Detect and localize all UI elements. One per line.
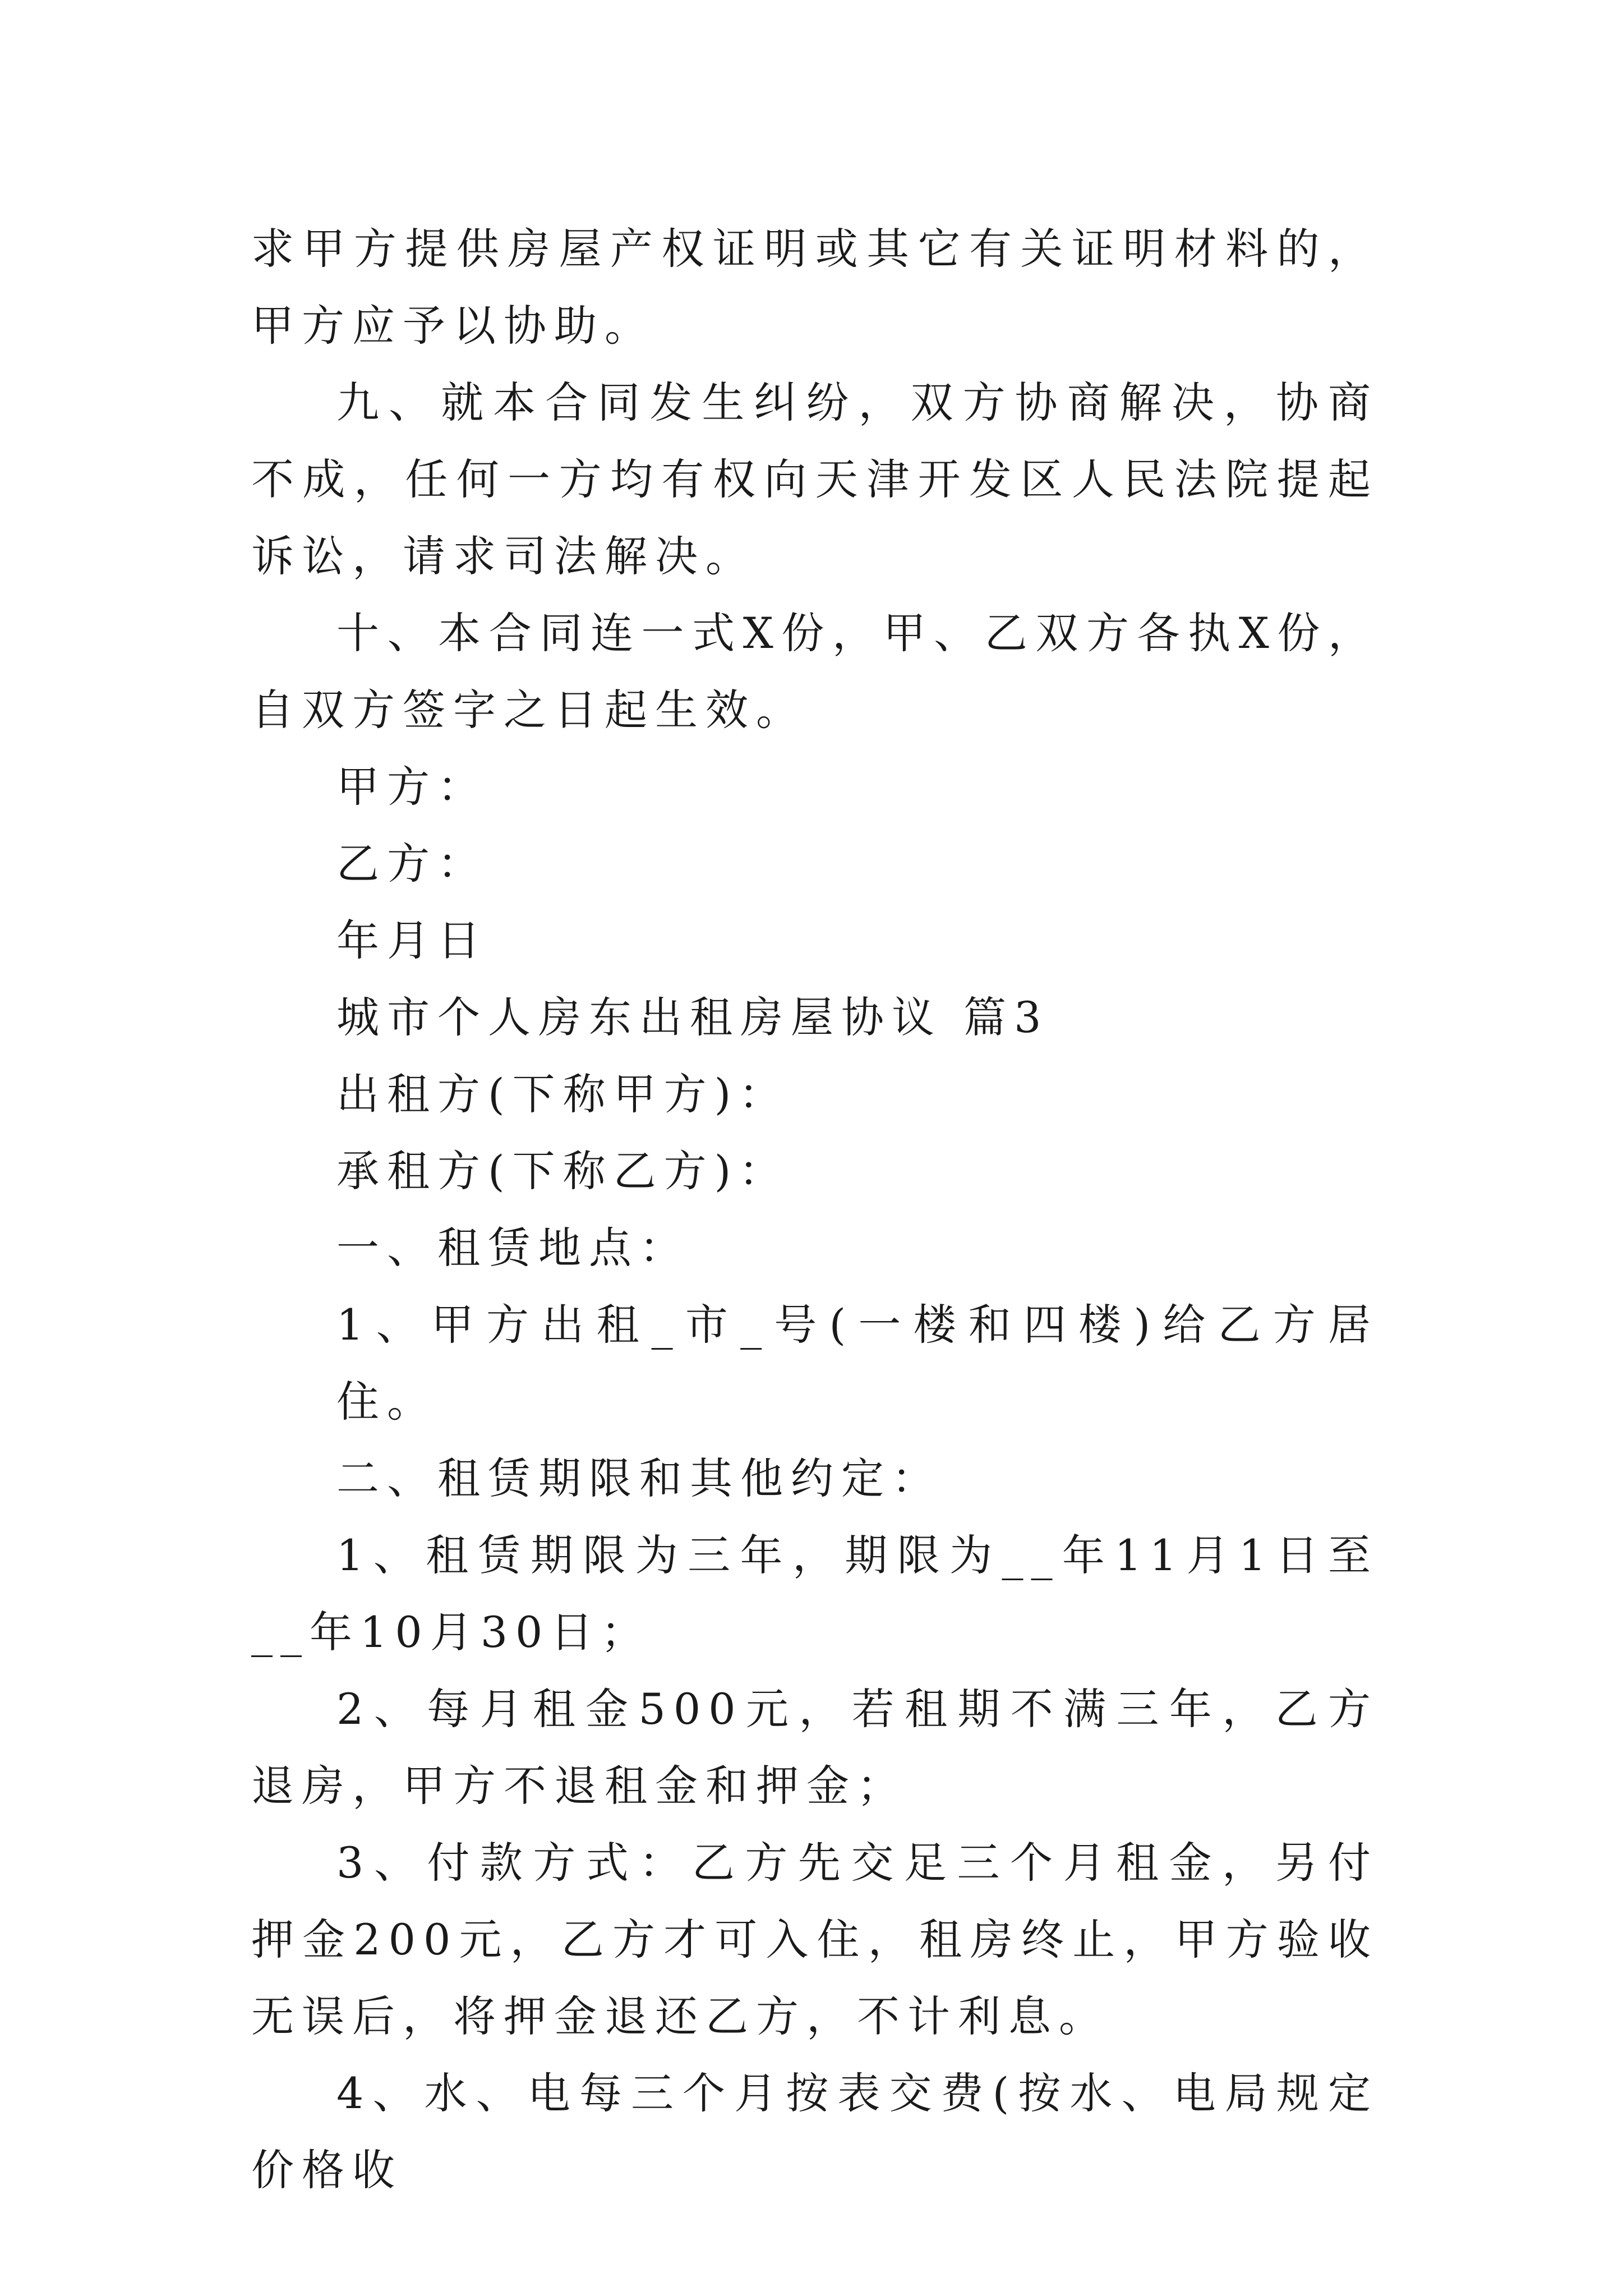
paragraph-clause-9: 九、就本合同发生纠纷，双方协商解决，协商不成，任何一方均有权向天津开发区人民法院提起诉讼，请求司法解决。 — [251, 378, 1378, 581]
lessee-line: 承租方(下称乙方)： — [336, 1146, 790, 1196]
item-location-1: 1、甲方出租_市_号(一楼和四楼)给乙方居住。 — [336, 1300, 1378, 1427]
paragraph-clause-10: 十、本合同连一式X份，甲、乙双方各执X份，自双方签字之日起生效。 — [251, 608, 1378, 735]
document-body — [251, 210, 1378, 2208]
paragraph-cont-1: 求甲方提供房屋产权证明或其它有关证明材料的，甲方应予以协助。 — [251, 224, 1378, 351]
date-line: 年月日 — [336, 915, 488, 965]
item-term-3: 3、付款方式：乙方先交足三个月租金，另付押金200元，乙方才可入住，租房终止，甲方验收无误后，将押金退还乙方，不计利息。 — [251, 1838, 1378, 2041]
section-title: 城市个人房东出租房屋协议 篇3 — [336, 992, 1049, 1042]
party-a-signature-line: 甲方： — [336, 762, 488, 812]
item-term-2: 2、每月租金500元，若租期不满三年，乙方退房，甲方不退租金和押金； — [251, 1684, 1378, 1811]
lessor-line: 出租方(下称甲方)： — [336, 1069, 790, 1119]
heading-term: 二、租赁期限和其他约定： — [336, 1453, 942, 1503]
heading-location: 一、租赁地点： — [336, 1223, 690, 1273]
item-term-4: 4、水、电每三个月按表交费(按水、电局规定价格收 — [251, 2068, 1378, 2195]
item-term-1: 1、租赁期限为三年，期限为__年11月1日至__年10月30日； — [251, 1530, 1378, 1657]
party-b-signature-line: 乙方： — [336, 839, 488, 889]
